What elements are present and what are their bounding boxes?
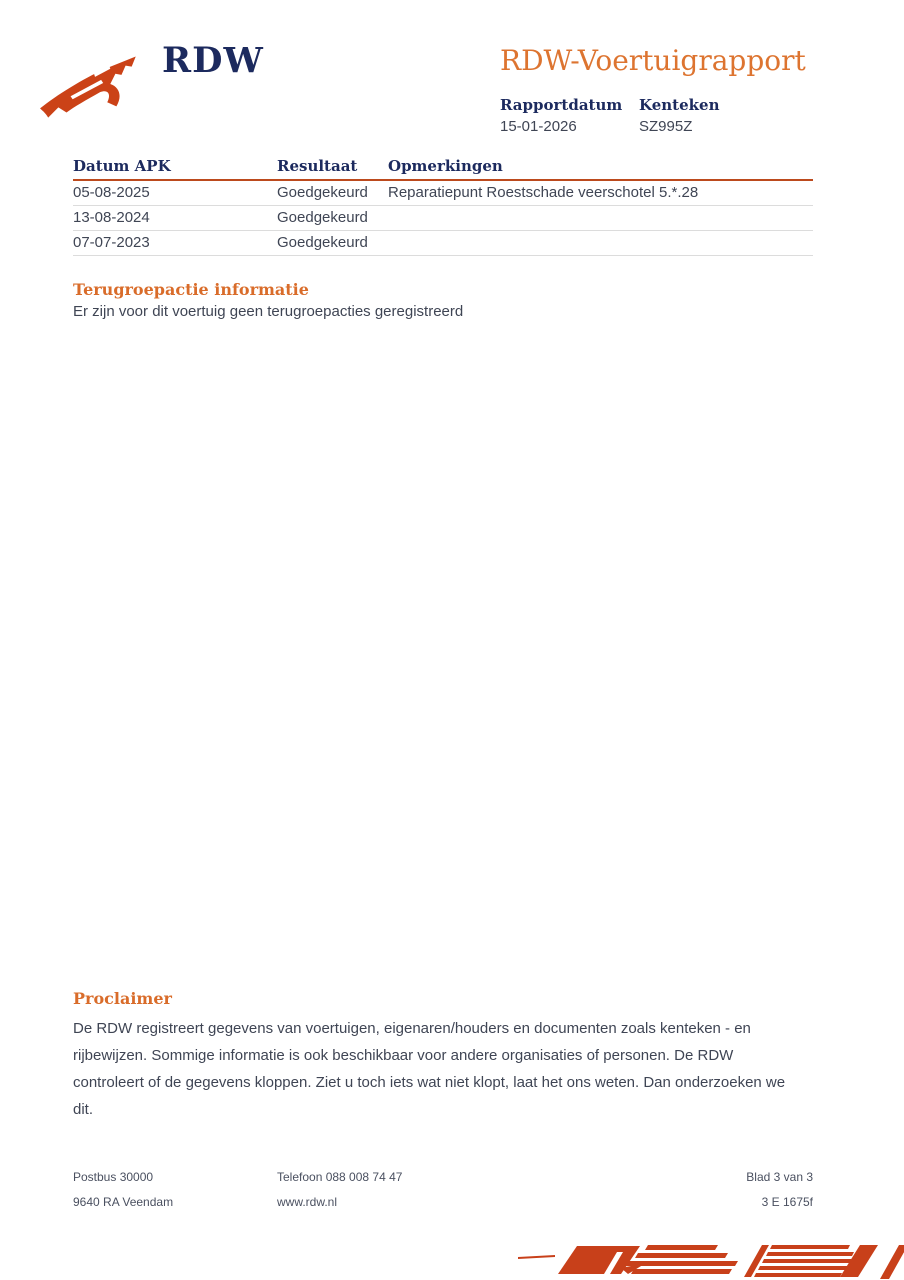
rdw-speedlines-graphic-icon bbox=[518, 1243, 904, 1280]
footer-address bbox=[73, 1170, 173, 1220]
cell-opmerkingen: Reparatiepunt Roestschade veerschotel 5.*.28 bbox=[388, 184, 699, 201]
column-header-datum-apk: Datum APK bbox=[73, 157, 171, 175]
rdw-flame-logo-icon bbox=[38, 50, 150, 120]
footer-address-line2: 9640 RA Veendam bbox=[73, 1195, 174, 1209]
footer-phone: Telefoon 088 008 74 47 bbox=[277, 1170, 403, 1184]
cell-datum: 07-07-2023 bbox=[73, 234, 150, 251]
footer-contact bbox=[277, 1170, 402, 1220]
table-row bbox=[73, 206, 813, 231]
recall-section-heading: Terugroepactie informatie bbox=[73, 280, 309, 299]
proclaimer-heading: Proclaimer bbox=[73, 989, 172, 1008]
column-header-resultaat: Resultaat bbox=[277, 157, 358, 175]
apk-table bbox=[73, 157, 813, 256]
table-row bbox=[73, 181, 813, 206]
column-header-opmerkingen: Opmerkingen bbox=[388, 157, 503, 175]
report-date-label: Rapportdatum bbox=[500, 96, 623, 114]
footer-website-link[interactable]: www.rdw.nl bbox=[277, 1195, 338, 1209]
proclaimer-text: De RDW registreert gegevens van voertuigen, eigenaren/houders en documenten zoals kenteken - en rijbewijzen. Sommige informatie is ook beschikbaar voor andere organisaties of personen. De RDW controleert of de gegevens kloppen. Ziet u toch iets wat niet klopt, laat het ons weten. Dan onderzoeken we dit. bbox=[73, 1020, 786, 1118]
report-date-value: 15-01-2026 bbox=[500, 118, 577, 135]
cell-resultaat: Goedgekeurd bbox=[277, 209, 368, 226]
license-plate-label: Kenteken bbox=[639, 96, 720, 114]
footer-address-line1: Postbus 30000 bbox=[73, 1170, 154, 1184]
cell-opmerkingen bbox=[388, 209, 813, 226]
footer-doc-code: 3 E 1675f bbox=[761, 1195, 813, 1209]
footer-page-number: Blad 3 van 3 bbox=[746, 1170, 813, 1184]
footer-page-info bbox=[746, 1170, 813, 1220]
cell-datum: 13-08-2024 bbox=[73, 209, 150, 226]
cell-datum: 05-08-2025 bbox=[73, 184, 150, 201]
page-title: RDW-Voertuigrapport bbox=[500, 44, 806, 77]
cell-resultaat: Goedgekeurd bbox=[277, 234, 368, 251]
license-plate-value: SZ995Z bbox=[639, 118, 693, 135]
recall-section-text: Er zijn voor dit voertuig geen terugroepacties geregistreerd bbox=[73, 303, 464, 320]
apk-table-header bbox=[73, 157, 813, 181]
cell-resultaat: Goedgekeurd bbox=[277, 184, 368, 201]
rdw-logo-text: RDW bbox=[162, 40, 264, 81]
cell-opmerkingen bbox=[388, 234, 813, 251]
table-row bbox=[73, 231, 813, 256]
